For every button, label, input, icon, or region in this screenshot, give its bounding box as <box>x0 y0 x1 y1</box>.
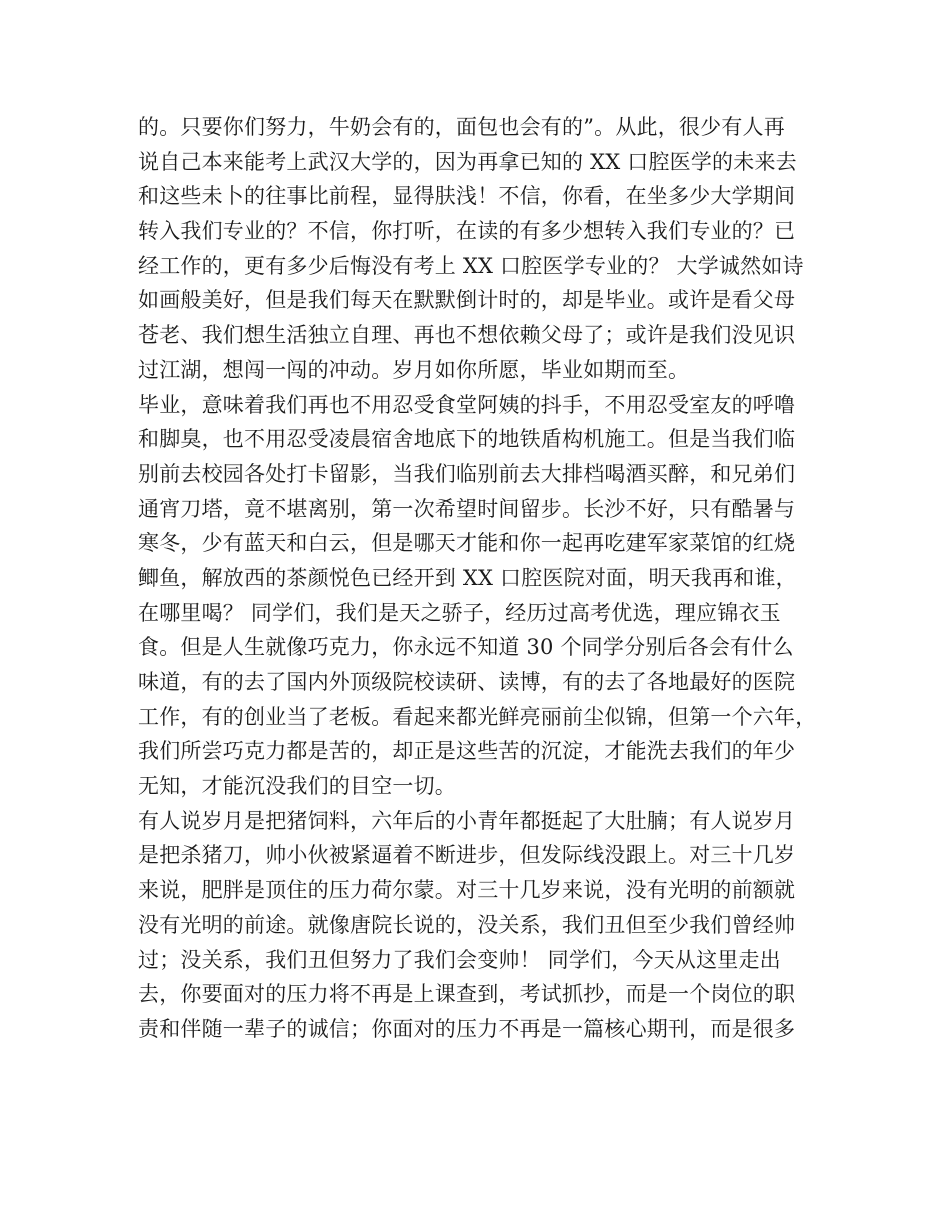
text-line: 没有光明的前途。就像唐院长说的，没关系，我们丑但至少我们曾经帅 <box>138 912 796 937</box>
text-line: 工作，有的创业当了老板。看起来都光鲜亮丽前尘似锦，但第一个六年， <box>138 704 817 729</box>
text-line: 在哪里喝？ 同学们，我们是天之骄子，经历过高考优选，理应锦衣玉 <box>138 600 781 625</box>
text-line: 责和伴随一辈子的诚信；你面对的压力不再是一篇核心期刊，而是很多 <box>138 1016 796 1041</box>
text-line: 鲫鱼，解放西的茶颜悦色已经开到 XX 口腔医院对面，明天我再和谁， <box>138 565 797 590</box>
text-line: 毕业，意味着我们再也不用忍受食堂阿姨的抖手，不用忍受室友的呼噜 <box>138 392 796 417</box>
text-line: 去，你要面对的压力将不再是上课查到，考试抓抄，而是一个岗位的职 <box>138 982 796 1007</box>
text-line: 和脚臭，也不用忍受凌晨宿舍地底下的地铁盾构机施工。但是当我们临 <box>138 427 796 452</box>
text-line: 过江湖，想闯一闯的冲动。岁月如你所愿，毕业如期而至。 <box>138 357 690 382</box>
text-line: 别前去校园各处打卡留影，当我们临别前去大排档喝酒买醉，和兄弟们 <box>138 461 796 486</box>
text-line: 味道，有的去了国内外顶级院校读研、读博，有的去了各地最好的医院 <box>138 670 796 694</box>
text-line: 有人说岁月是把猪饲料，六年后的小青年都挺起了大肚腩；有人说岁月 <box>138 808 796 833</box>
text-line: 如画般美好，但是我们每天在默默倒计时的，却是毕业。或许是看父母 <box>138 288 796 313</box>
text-line: 说自己本来能考上武汉大学的，因为再拿已知的 XX 口腔医学的未来去 <box>138 149 797 174</box>
text-line: 我们所尝巧克力都是苦的，却正是这些苦的沉淀，才能洗去我们的年少 <box>138 739 796 764</box>
body-text <box>138 110 828 1047</box>
text-line: 寒冬，少有蓝天和白云，但是哪天才能和你一起再吃建军家菜馆的红烧 <box>138 531 796 556</box>
text-line: 经工作的，更有多少后悔没有考上 XX 口腔医学专业的？ 大学诚然如诗 <box>138 253 804 278</box>
text-line: 的。只要你们努力，牛奶会有的，面包也会有的”。从此，很少有人再 <box>138 115 785 139</box>
text-line: 过；没关系，我们丑但努力了我们会变帅！ 同学们，今天从这里走出 <box>138 947 781 972</box>
text-line: 是把杀猪刀，帅小伙被紧逼着不断进步，但发际线没跟上。对三十几岁 <box>138 843 796 868</box>
text-line: 来说，肥胖是顶住的压力荷尔蒙。对三十几岁来说，没有光明的前额就 <box>138 878 796 903</box>
text-line: 食。但是人生就像巧克力，你永远不知道 30 个同学分别后各会有什么 <box>138 635 794 660</box>
text-line: 苍老、我们想生活独立自理、再也不想依赖父母了；或许是我们没见识 <box>138 323 796 348</box>
text-line: 通宵刀塔，竟不堪离别，第一次希望时间留步。长沙不好，只有酷暑与 <box>138 496 796 521</box>
text-line: 和这些未卜的往事比前程，显得肤浅！不信，你看，在坐多少大学期间 <box>138 184 796 209</box>
text-line: 转入我们专业的？不信，你打听，在读的有多少想转入我们专业的？已 <box>138 219 796 244</box>
text-line: 无知，才能沉没我们的目空一切。 <box>138 774 456 799</box>
